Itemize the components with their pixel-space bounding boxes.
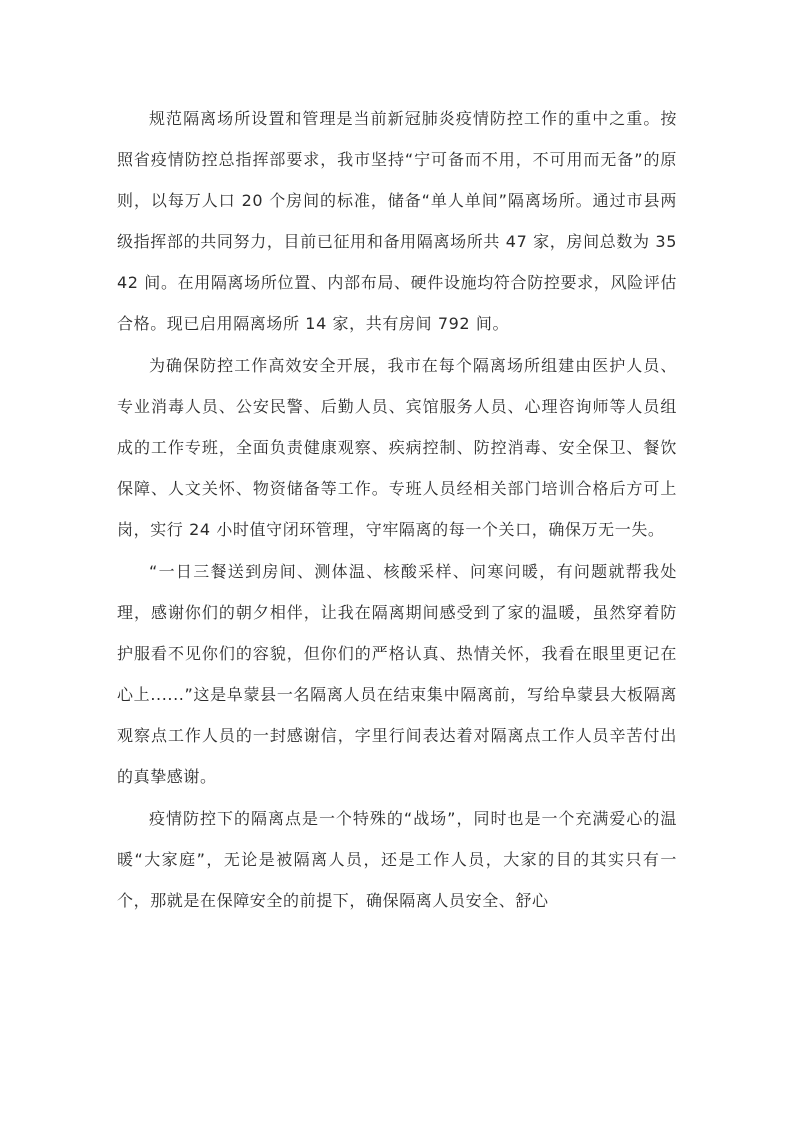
document-body xyxy=(117,98,677,922)
paragraph-4: 疫情防控下的隔离点是一个特殊的“战场”，同时也是一个充满爱心的温暖“大家庭”，无论是被隔离人员，还是工作人员，大家的目的其实只有一个，那就是在保障安全的前提下，确保隔离人员安全、舒心 xyxy=(117,809,677,910)
paragraph-2: 为确保防控工作高效安全开展，我市在每个隔离场所组建由医护人员、专业消毒人员、公安民警、后勤人员、宾馆服务人员、心理咨询师等人员组成的工作专班，全面负责健康观察、疾病控制、防控消毒、安全保卫、餐饮保障、人文关怀、物资储备等工作。专班人员经相关部门培训合格后方可上岗，实行 24 小时值守闭环管理，守牢隔离的每一个关口，确保万无一失。 xyxy=(117,356,677,539)
paragraph-1: 规范隔离场所设置和管理是当前新冠肺炎疫情防控工作的重中之重。按照省疫情防控总指挥部要求，我市坚持“宁可备而不用，不可用而无备”的原则，以每万人口 20 个房间的标准，储备“单人单间”隔离场所。通过市县两级指挥部的共同努力，目前已征用和备用隔离场所共 47 家，房间总数为 3542 间。在用隔离场所位置、内部布局、硬件设施均符合防控要求，风险评估合格。现已启用隔离场所 14 家，共有房间 792 间。 xyxy=(117,109,677,333)
paragraph-3: “一日三餐送到房间、测体温、核酸采样、问寒问暖，有问题就帮我处理，感谢你们的朝夕相伴，让我在隔离期间感受到了家的温暖，虽然穿着防护服看不见你们的容貌，但你们的严格认真、热情关怀，我看在眼里更记在心上......”这是阜蒙县一名隔离人员在结束集中隔离前，写给阜蒙县大板隔离观察点工作人员的一封感谢信，字里行间表达着对隔离点工作人员辛苦付出的真挚感谢。 xyxy=(117,562,677,786)
